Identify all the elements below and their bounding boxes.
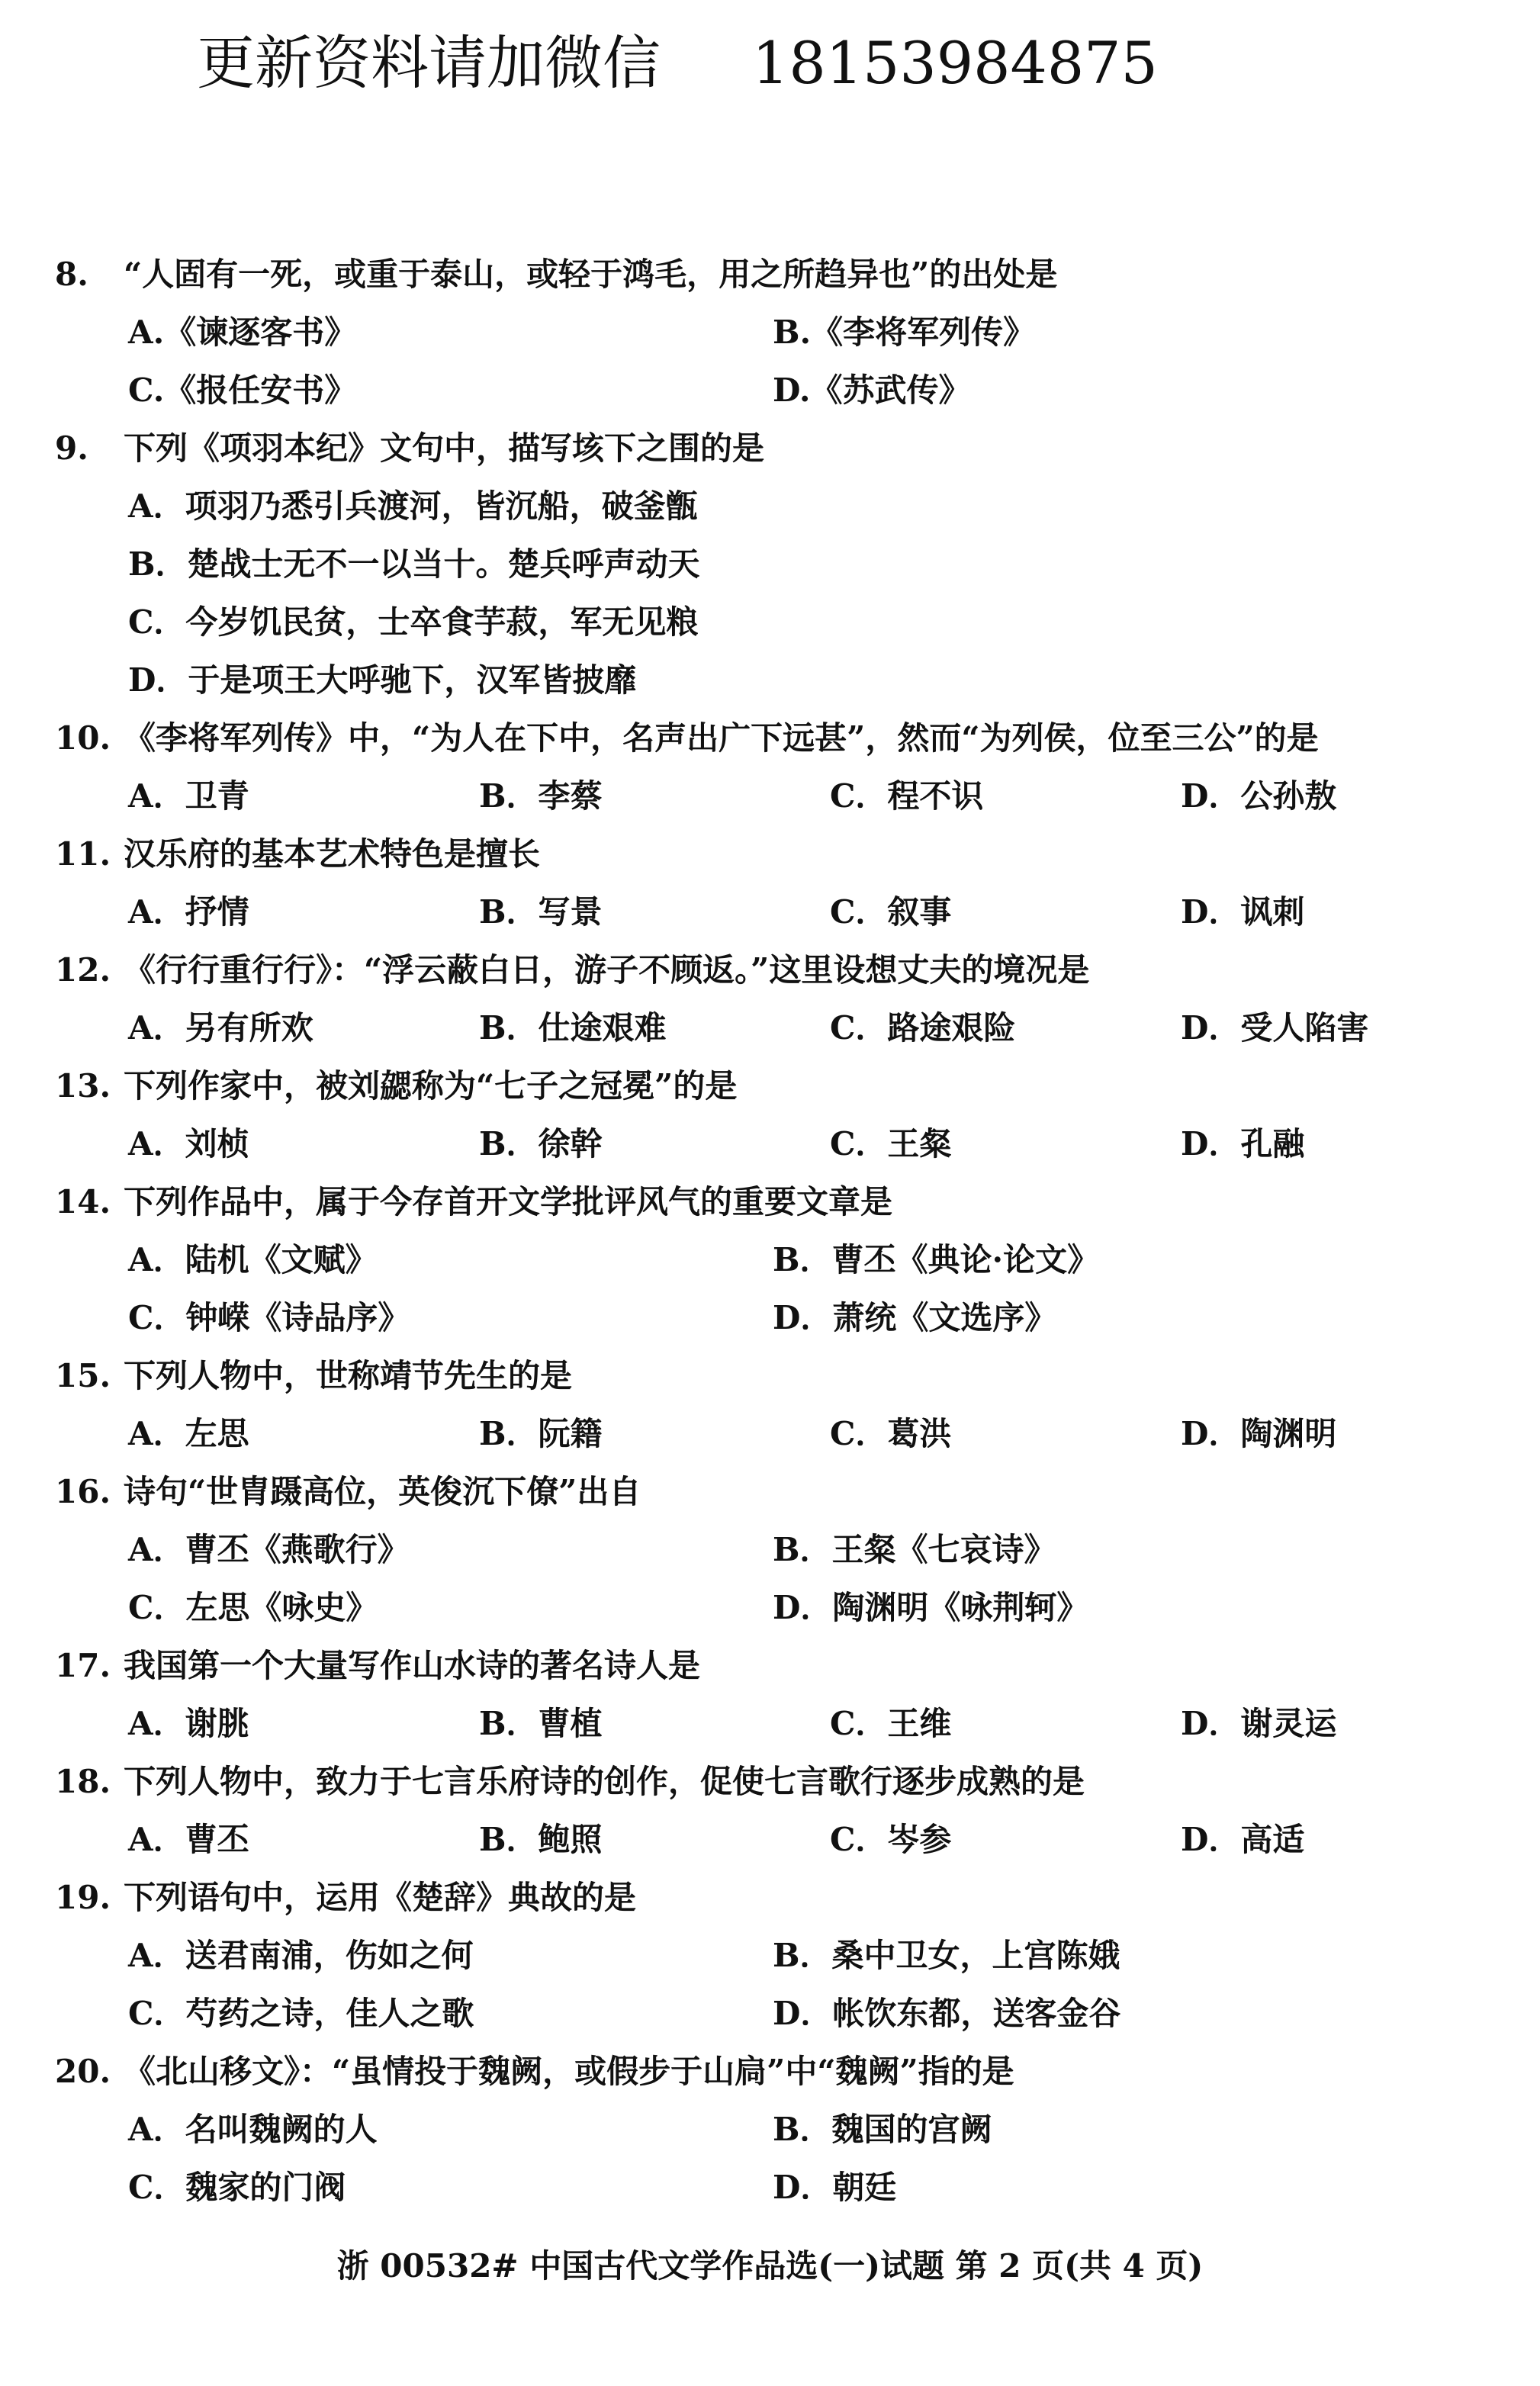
question-stem: 下列语句中，运用《楚辞》典故的是	[124, 1879, 637, 1916]
question-number: 20.	[55, 2053, 111, 2090]
question-15	[55, 1347, 1489, 1463]
question-number: 11.	[55, 835, 111, 873]
option-d: D．陶渊明《咏荆轲》	[773, 1589, 1089, 1626]
option-b: B．曹植	[479, 1705, 603, 1742]
option-c: C．钟嵘《诗品序》	[128, 1299, 410, 1336]
option-d: D．陶渊明	[1181, 1415, 1337, 1452]
option-d: D．孔融	[1181, 1125, 1305, 1162]
option-a: A．另有所欢	[128, 1009, 313, 1047]
option-b: B.《李将军列传》	[773, 314, 1036, 351]
option-a: A．抒情	[128, 893, 249, 931]
watermark-header	[197, 17, 1158, 100]
question-number: 10.	[55, 719, 111, 757]
option-b: B．楚战士无不一以当十。楚兵呼声动天	[128, 545, 700, 583]
option-c: C．岑参	[830, 1821, 952, 1858]
option-d: D．朝廷	[773, 2169, 897, 2206]
question-number: 13.	[55, 1067, 111, 1105]
option-c: C．程不识	[830, 777, 984, 815]
option-a: A．刘桢	[128, 1125, 249, 1162]
option-a: A．曹丕	[128, 1821, 249, 1858]
option-a: A．项羽乃悉引兵渡河，皆沉船，破釜甑	[128, 487, 698, 525]
question-10	[55, 709, 1489, 825]
question-12	[55, 941, 1489, 1057]
question-18	[55, 1753, 1489, 1869]
question-stem: 诗句“世胄蹑高位，英俊沉下僚”出自	[124, 1473, 641, 1510]
question-stem: 我国第一个大量写作山水诗的著名诗人是	[124, 1647, 701, 1684]
question-stem: 下列人物中，致力于七言乐府诗的创作，促使七言歌行逐步成熟的是	[124, 1763, 1085, 1800]
question-number: 19.	[55, 1879, 111, 1916]
option-b: B．仕途艰难	[479, 1009, 667, 1047]
option-b: B．鲍照	[479, 1821, 603, 1858]
option-c: C．左思《咏史》	[128, 1589, 378, 1626]
question-number: 15.	[55, 1357, 111, 1394]
question-number: 16.	[55, 1473, 111, 1510]
question-number: 9.	[55, 429, 88, 467]
option-b: B．徐幹	[479, 1125, 603, 1162]
option-c: C．王粲	[830, 1125, 952, 1162]
question-16	[55, 1463, 1489, 1637]
option-c: C．路途艰险	[830, 1009, 1016, 1047]
question-11	[55, 825, 1489, 941]
option-d: D．讽刺	[1181, 893, 1305, 931]
question-stem: 下列《项羽本纪》文句中，描写垓下之围的是	[124, 429, 765, 467]
question-17	[55, 1637, 1489, 1753]
question-stem: 下列人物中，世称靖节先生的是	[124, 1357, 573, 1394]
question-stem: “人固有一死，或重于泰山，或轻于鸿毛，用之所趋异也”的出处是	[124, 256, 1058, 293]
option-a: A．送君南浦，伤如之何	[128, 1937, 474, 1974]
question-9	[55, 420, 1489, 709]
question-19	[55, 1869, 1489, 2043]
option-d: D．萧统《文选序》	[773, 1299, 1057, 1336]
option-d: D．谢灵运	[1181, 1705, 1337, 1742]
header-phone: 18153984875	[752, 29, 1158, 97]
option-a: A．陆机《文赋》	[128, 1241, 378, 1278]
option-d: D．受人陷害	[1181, 1009, 1369, 1047]
question-stem: 《李将军列传》中，“为人在下中，名声出广下远甚”，然而“为列侯，位至三公”的是	[124, 719, 1319, 757]
question-stem: 汉乐府的基本艺术特色是擅长	[124, 835, 541, 873]
option-c: C．今岁饥民贫，士卒食芋菽，军无见粮	[128, 603, 699, 641]
option-a: A．曹丕《燕歌行》	[128, 1531, 410, 1568]
option-b: B．桑中卫女，上宫陈娥	[773, 1937, 1120, 1974]
option-b: B．魏国的宫阙	[773, 2111, 992, 2148]
option-b: B．王粲《七哀诗》	[773, 1531, 1056, 1568]
question-number: 8.	[55, 256, 88, 293]
option-c: C．芍药之诗，佳人之歌	[128, 1995, 474, 2032]
option-d: D．高适	[1181, 1821, 1305, 1858]
option-c: C．王维	[830, 1705, 952, 1742]
option-b: B．曹丕《典论·论文》	[773, 1241, 1100, 1278]
option-c: C．叙事	[830, 893, 952, 931]
option-c: C.《报任安书》	[128, 371, 357, 409]
option-a: A．左思	[128, 1415, 249, 1452]
question-number: 12.	[55, 951, 111, 989]
option-b: B．写景	[479, 893, 603, 931]
question-stem: 《北山移文》：“虽情投于魏阙，或假步于山扃”中“魏阙”指的是	[124, 2053, 1014, 2090]
option-a: A．名叫魏阙的人	[128, 2111, 378, 2148]
question-number: 18.	[55, 1763, 111, 1800]
option-b: B．阮籍	[479, 1415, 603, 1452]
option-a: A.《谏逐客书》	[128, 314, 357, 351]
option-c: C．魏家的门阀	[128, 2169, 346, 2206]
question-14	[55, 1173, 1489, 1347]
option-d: D.《苏武传》	[773, 371, 971, 409]
page-footer: 浙 00532# 中国古代文学作品选(一)试题 第 2 页(共 4 页)	[336, 2247, 1204, 2285]
header-text: 更新资料请加微信	[197, 29, 661, 97]
question-stem: 下列作品中，属于今存首开文学批评风气的重要文章是	[124, 1183, 893, 1220]
question-13	[55, 1057, 1489, 1173]
option-d: D．帐饮东都，送客金谷	[773, 1995, 1121, 2032]
option-d: D．公孙敖	[1181, 777, 1337, 815]
option-a: A．卫青	[128, 777, 249, 815]
option-b: B．李蔡	[479, 777, 603, 815]
question-stem: 下列作家中，被刘勰称为“七子之冠冕”的是	[124, 1067, 738, 1105]
question-8	[55, 246, 1489, 420]
option-c: C．葛洪	[830, 1415, 952, 1452]
question-number: 14.	[55, 1183, 111, 1220]
question-number: 17.	[55, 1647, 111, 1684]
option-a: A．谢朓	[128, 1705, 249, 1742]
question-list	[55, 246, 1489, 2217]
question-stem: 《行行重行行》：“浮云蔽白日，游子不顾返。”这里设想丈夫的境况是	[124, 951, 1090, 989]
question-20	[55, 2043, 1489, 2217]
option-d: D．于是项王大呼驰下，汉军皆披靡	[128, 661, 637, 699]
